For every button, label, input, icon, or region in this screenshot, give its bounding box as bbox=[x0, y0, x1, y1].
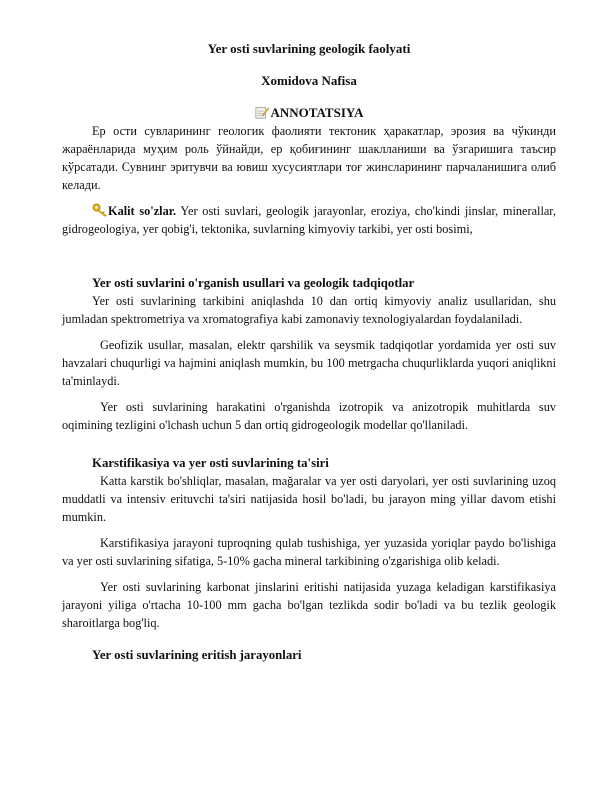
methods-paragraph-3: Yer osti suvlarining harakatini o'rganishda izotropik va anizotropik muhitlarda suv oqimining tezligini o'lchash uchun 5 dan ortiq gidrogeologik modellar qo'llaniladi. bbox=[62, 400, 556, 432]
karst-paragraph-2: Karstifikasiya jarayoni tuproqning qulab tushishiga, yer yuzasida yoriqlar paydo bo'lishiga va yer osti suvlarining sifatiga, 5-10% gacha mineral tarkibining o'zgarishiga olib keladi. bbox=[62, 536, 556, 568]
keywords-label: Kalit so'zlar. bbox=[108, 204, 177, 218]
karst-paragraph-3: Yer osti suvlarining karbonat jinslarini eritishi natijasida yuzaga keladigan karstifikasiya jarayoni yiliga o'rtacha 10-100 mm gacha bo'lgan tezlikda sodir bo'ladi va bu tezlik geologik sharoitlarga bog'liq. bbox=[62, 580, 556, 630]
author-name: Xomidova Nafisa bbox=[261, 73, 357, 88]
annotation-heading-text: ANNOTATSIYA bbox=[270, 105, 364, 120]
keywords-paragraph bbox=[62, 202, 556, 238]
methods-paragraph-1: Yer osti suvlarining tarkibini aniqlashda 10 dan ortiq kimyoviy analiz usullaridan, shu jumladan spektrometriya va xromatografiya kabi zamonaviy texnologiyalardan foydalaniladi. bbox=[62, 294, 556, 326]
annotation-heading bbox=[62, 104, 556, 122]
key-icon bbox=[92, 203, 108, 217]
section-heading-dissolution: Yer osti suvlarining eritish jarayonlari bbox=[92, 648, 302, 662]
section-heading-methods: Yer osti suvlarini o'rganish usullari va geologik tadqiqotlar bbox=[92, 276, 415, 290]
keywords-text: Yer osti suvlari, geologik jarayonlar, eroziya, cho'kindi jinslar, minerallar, gidrogeologiya, yer qobig'i, tektonika, suvlarning kimyoviy tarkibi, yer osti bosimi, bbox=[62, 204, 556, 236]
karst-paragraph-1: Katta karstik bo'shliqlar, masalan, mağaralar va yer osti daryolari, yer osti suvlarining uzoq muddatli va intensiv erituvchi ta'siri natijasida hosil bo'ladi, bu jarayon ming yillar davom etishi mumkin. bbox=[62, 474, 556, 524]
document-page bbox=[62, 40, 556, 664]
paper-title: Yer osti suvlarining geologik faolyati bbox=[207, 41, 411, 56]
annotation-text: Ер ости сувларининг геологик фаолияти тектоник ҳаракатлар, эрозия ва чўкинди жараёнларида муҳим роль ўйнайди, ер қобиғининг шаклланиши ва ўзгаришига таъсир кўрсатади. Сувнинг эритувчи ва ювиш хусусиятлари тоғ жинсларининг парчаланишига олиб келади. bbox=[62, 124, 556, 192]
methods-paragraph-2: Geofizik usullar, masalan, elektr qarshilik va seysmik tadqiqotlar yordamida yer osti suv havzalari chuqurligi va hajmini aniqlash mumkin, bu 100 metrgacha chuqurliklarda yuqori aniqlikni ta'minlaydi. bbox=[62, 338, 556, 388]
section-heading-karst: Karstifikasiya va yer osti suvlarining ta'siri bbox=[92, 456, 329, 470]
memo-pencil-icon bbox=[255, 105, 269, 119]
